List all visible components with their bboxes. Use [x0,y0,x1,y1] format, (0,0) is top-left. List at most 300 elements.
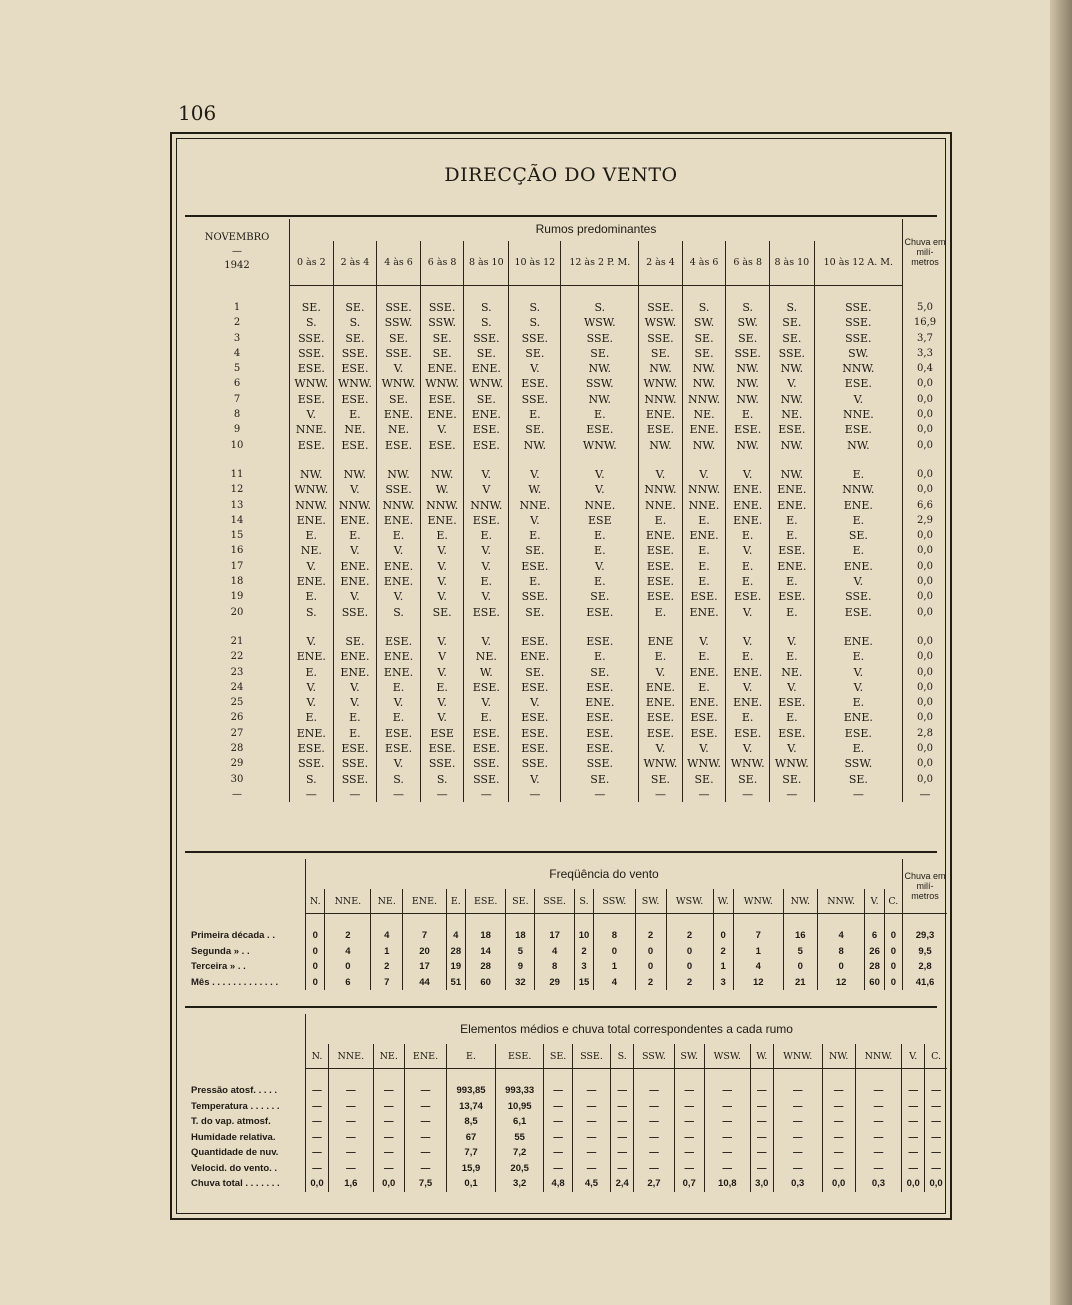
freq-value: 0 [635,959,666,975]
direction-cell: V. [561,467,639,482]
spacer-cell [465,914,506,929]
table-row [185,407,947,422]
direction-cell: V. [682,634,726,649]
page-edge [1050,0,1072,1305]
spacer-cell [509,286,561,301]
element-value: — [329,1161,374,1177]
spacer-cell [783,914,817,929]
freq-value: 32 [506,975,535,991]
direction-cell: ENE. [769,482,814,497]
spacer-row [185,286,947,301]
element-value: 2,4 [611,1176,634,1192]
day-number: 24 [230,681,244,693]
direction-cell: W. [509,482,561,497]
element-value: — [674,1083,704,1099]
direction-cell: SSE. [814,331,902,346]
direction-cell: V. [420,634,464,649]
direction-header: SW. [635,889,666,914]
freq-value: 28 [865,959,884,975]
table-row [185,482,947,497]
element-value: 8,5 [447,1114,496,1130]
direction-cell: V. [814,680,902,695]
rain-cell: 2,8 [903,959,948,975]
direction-cell: ENE. [420,361,464,376]
direction-cell: ESE. [561,422,639,437]
table-row [185,346,947,361]
freq-value: 12 [817,975,865,991]
element-value: — [611,1161,634,1177]
direction-cell: WNW. [290,482,334,497]
direction-cell: V. [509,772,561,787]
direction-cell: WNW. [377,376,421,391]
freq-value: 15 [574,975,593,991]
element-value: — [572,1114,611,1130]
direction-cell: SE. [682,346,726,361]
day-number: 2 [233,317,241,329]
table-row [185,680,947,695]
element-value: — [773,1099,822,1115]
direction-cell: V. [290,634,334,649]
table-row [185,1083,947,1099]
dash-cell: — [639,787,683,802]
page-number: 106 [178,101,217,125]
direction-header: SSW. [634,1044,674,1069]
direction-cell: V. [420,422,464,437]
spacer-cell [814,286,902,301]
row-label: Chuva total . . . . . . . [191,1178,280,1189]
freq-value: 2 [713,944,733,960]
direction-cell: SSE. [333,346,377,361]
direction-cell: E. [814,649,902,664]
spacer-cell [814,453,902,467]
table-row [185,1130,947,1146]
element-value: 0,1 [447,1176,496,1192]
direction-cell: E. [814,513,902,528]
direction-cell: S. [726,300,770,315]
direction-cell: E. [682,680,726,695]
direction-cell: ESE. [639,574,683,589]
element-value: — [773,1145,822,1161]
rain-cell: 0,0 [903,392,948,407]
direction-cell: NNE. [639,498,683,513]
direction-cell: SE. [682,772,726,787]
direction-cell: ESE. [639,726,683,741]
direction-header: WNW. [773,1044,822,1069]
element-value: — [902,1145,925,1161]
table-row [185,605,947,620]
direction-cell: V. [639,741,683,756]
direction-header: C. [925,1044,947,1069]
direction-cell: E. [377,680,421,695]
spacer-cell [769,620,814,634]
direction-cell: ENE. [333,513,377,528]
element-value: — [611,1114,634,1130]
table-row [185,741,947,756]
spacer-cell [403,914,446,929]
period-header: 10 às 12 A. M. [814,241,902,286]
spacer-cell [855,1069,902,1084]
row-label: Pressão atosf. . . . . [191,1085,278,1096]
row-label: Segunda » . . [191,945,250,957]
direction-header: N. [306,1044,329,1069]
direction-cell: V. [290,407,334,422]
element-value: — [674,1145,704,1161]
direction-cell: ESE. [509,726,561,741]
table-row [185,928,947,944]
direction-cell: V. [464,467,509,482]
element-value: — [306,1083,329,1099]
direction-cell: V. [769,741,814,756]
period-header: 6 às 8 [726,241,770,286]
direction-cell: ESE. [333,741,377,756]
freq-value: 1 [713,959,733,975]
direction-cell: ENE. [377,407,421,422]
title-rule [185,215,937,217]
direction-cell: SE. [420,605,464,620]
direction-cell: S. [509,315,561,330]
element-value: — [572,1161,611,1177]
freq-value: 2 [325,928,371,944]
direction-cell: SE. [333,300,377,315]
direction-cell: E. [814,543,902,558]
element-value: — [306,1130,329,1146]
table-row [185,574,947,589]
element-value: — [373,1114,404,1130]
direction-cell: V. [420,574,464,589]
direction-cell: NNW. [682,482,726,497]
element-value: — [773,1114,822,1130]
freq-value: 4 [535,944,575,960]
freq-value: 12 [733,975,783,991]
rain-cell: 5,0 [903,300,948,315]
element-value: — [306,1145,329,1161]
direction-cell: V. [420,559,464,574]
freq-value: 17 [535,928,575,944]
table-row [185,422,947,437]
spacer-cell [639,620,683,634]
direction-cell: E. [769,605,814,620]
direction-cell: SE. [561,665,639,680]
direction-cell: E. [682,574,726,589]
element-value: — [925,1161,947,1177]
direction-header: S. [574,889,593,914]
direction-cell: V. [509,513,561,528]
element-value: 4,5 [572,1176,611,1192]
element-value: 993,33 [495,1083,544,1099]
freq-value: 0 [884,975,902,991]
element-value: — [822,1083,855,1099]
table-row [185,1114,947,1130]
rain-cell: 0,0 [903,589,948,604]
spacer-cell [185,453,290,467]
direction-cell: S. [377,605,421,620]
direction-cell: E. [726,407,770,422]
freq-value: 0 [594,944,635,960]
direction-cell: ESE. [726,726,770,741]
direction-cell: SSE. [639,331,683,346]
dash-cell: — [509,787,561,802]
dash-row [185,787,947,802]
rain-cell: 2,9 [903,513,948,528]
direction-cell: ESE. [464,513,509,528]
direction-cell: NNE. [290,422,334,437]
day-number: 15 [230,530,244,542]
direction-cell: NE. [290,543,334,558]
direction-cell: SE. [464,392,509,407]
freq-value: 8 [535,959,575,975]
day-number: 18 [230,576,244,588]
direction-cell: SE. [464,346,509,361]
spacer-cell [682,453,726,467]
table-row [185,392,947,407]
direction-cell: V. [726,605,770,620]
direction-cell: V. [682,741,726,756]
direction-cell: SW. [682,315,726,330]
spacer-cell [544,1069,572,1084]
direction-cell: V. [769,634,814,649]
element-value: 7,2 [495,1145,544,1161]
element-value: 13,74 [447,1099,496,1115]
direction-cell: SSE. [561,331,639,346]
direction-cell: ESE. [420,741,464,756]
spacer-cell [329,1069,374,1084]
element-value: — [634,1130,674,1146]
direction-cell: V. [726,467,770,482]
day-number: 27 [230,727,244,739]
table-row [185,331,947,346]
direction-cell: SE. [561,346,639,361]
direction-cell: SE. [290,300,334,315]
direction-cell: E. [814,695,902,710]
direction-cell: ENE. [726,665,770,680]
direction-cell: ENE. [290,649,334,664]
freq-value: 0 [783,959,817,975]
freq-value: 2 [635,975,666,991]
spacer-cell [290,286,334,301]
direction-cell: ESE. [814,376,902,391]
element-value: — [855,1114,902,1130]
direction-cell: V. [377,589,421,604]
dash-cell: — [464,787,509,802]
direction-cell: V. [726,543,770,558]
freq-value: 28 [446,944,465,960]
direction-cell: ESE. [682,726,726,741]
direction-cell: NNE. [814,407,902,422]
direction-cell: ENE. [377,559,421,574]
direction-cell: NNW. [420,498,464,513]
direction-cell: E. [769,528,814,543]
spacer-cell [704,1069,750,1084]
row-label: Temperatura . . . . . . [191,1100,280,1112]
direction-header: WSW. [704,1044,750,1069]
direction-header: NE. [371,889,403,914]
table-row [185,1161,947,1177]
direction-cell: SE. [509,605,561,620]
direction-cell: SE. [639,346,683,361]
direction-cell: ESE. [464,605,509,620]
direction-cell: SSE. [769,346,814,361]
direction-cell: ENE. [814,710,902,725]
element-value: — [925,1099,947,1115]
direction-cell: S. [290,315,334,330]
element-value: — [704,1114,750,1130]
direction-cell: E. [682,559,726,574]
direction-header: NNW. [817,889,865,914]
direction-cell: SE. [726,772,770,787]
direction-cell: NW. [377,467,421,482]
spacer-cell [773,1069,822,1084]
spacer-cell [185,286,290,301]
direction-cell: SE. [814,528,902,543]
table-frame [170,132,952,1220]
element-value: 0,3 [773,1176,822,1192]
spacer-cell [903,286,948,301]
direction-cell: E. [682,543,726,558]
direction-cell: S. [682,300,726,315]
direction-cell: SSE. [464,331,509,346]
direction-cell: ESE. [561,726,639,741]
table-row [185,944,947,960]
dash-cell: — [726,787,770,802]
day-number: 3 [233,332,241,344]
spacer-cell [733,914,783,929]
direction-cell: ENE. [333,665,377,680]
direction-cell: SSE. [420,300,464,315]
direction-cell: ESE [420,726,464,741]
direction-cell: WNW. [464,376,509,391]
direction-cell: SSE. [561,756,639,771]
spacer-cell [333,286,377,301]
rain-cell: 0,0 [903,574,948,589]
freq-value: 20 [403,944,446,960]
element-value: — [855,1161,902,1177]
direction-cell: SSE. [509,392,561,407]
freq-value: 1 [733,944,783,960]
table-row [185,772,947,787]
table-row [185,467,947,482]
direction-cell: ESE [561,513,639,528]
row-label: Primeira década . . [191,930,275,941]
direction-header: N. [306,889,325,914]
direction-cell: ENE. [639,695,683,710]
direction-cell: E. [420,528,464,543]
direction-header: C. [884,889,902,914]
direction-cell: E. [639,605,683,620]
element-value: — [572,1130,611,1146]
direction-cell: S. [464,315,509,330]
direction-cell: NNW. [682,392,726,407]
direction-cell: SSE. [377,482,421,497]
direction-cell: V. [682,467,726,482]
rain-cell: 0,0 [903,376,948,391]
direction-cell: S. [290,605,334,620]
freq-value: 8 [817,944,865,960]
freq-value: 29 [535,975,575,991]
freq-value: 2 [371,959,403,975]
element-value: — [704,1130,750,1146]
element-value: — [634,1114,674,1130]
table-row [185,1176,947,1192]
freq-value: 28 [465,959,506,975]
month-dash: — [232,246,242,258]
spacer-cell [371,914,403,929]
element-value: 0,7 [674,1176,704,1192]
element-value: — [674,1161,704,1177]
element-value: — [822,1114,855,1130]
element-value: — [750,1130,773,1146]
direction-cell: SSE. [333,756,377,771]
freq-value: 60 [865,975,884,991]
direction-cell: NW. [726,392,770,407]
table-row [185,559,947,574]
direction-cell: ENE. [377,649,421,664]
direction-cell: E. [814,467,902,482]
element-value: — [822,1145,855,1161]
spacer-cell [290,453,334,467]
direction-cell: SE. [561,589,639,604]
freq-value: 2 [635,928,666,944]
period-header: 8 às 10 [769,241,814,286]
frequency-table [185,859,947,990]
direction-cell: NW. [561,361,639,376]
element-value: — [306,1114,329,1130]
direction-cell: ENE. [420,513,464,528]
element-value: — [572,1083,611,1099]
element-value: 993,85 [447,1083,496,1099]
period-header: 12 às 2 P. M. [561,241,639,286]
direction-cell: ESE. [333,392,377,407]
spacer-cell [377,286,421,301]
direction-cell: ENE. [814,634,902,649]
month-label: NOVEMBRO [204,232,270,244]
direction-cell: V. [509,467,561,482]
table-row [185,513,947,528]
spacer-cell [674,1069,704,1084]
direction-cell: ESE. [333,361,377,376]
direction-cell: V. [726,634,770,649]
direction-cell: NE. [464,649,509,664]
direction-header: ESE. [495,1044,544,1069]
direction-cell: V. [333,680,377,695]
direction-cell: V [464,482,509,497]
freq-value: 14 [465,944,506,960]
element-value: — [750,1161,773,1177]
direction-cell: SSE. [464,756,509,771]
rain-cell: 0,4 [903,361,948,376]
table-row [185,315,947,330]
rain-cell: 16,9 [903,315,948,330]
rain-cell: 0,0 [903,467,948,482]
direction-cell: E. [682,649,726,664]
element-value: — [704,1145,750,1161]
direction-cell: E. [333,726,377,741]
element-value: — [634,1083,674,1099]
header-row-top [185,219,947,241]
element-value: 10,8 [704,1176,750,1192]
freq-value: 0 [306,928,325,944]
element-value: — [773,1083,822,1099]
element-value: 0,0 [902,1176,925,1192]
direction-cell: NW. [726,361,770,376]
spacer-cell [635,914,666,929]
direction-cell: E. [561,543,639,558]
rain-cell: 3,7 [903,331,948,346]
rain-cell: 6,6 [903,498,948,513]
direction-cell: ESE. [509,680,561,695]
spacer-cell [420,620,464,634]
rain-cell: 9,5 [903,944,948,960]
direction-cell: V. [726,680,770,695]
